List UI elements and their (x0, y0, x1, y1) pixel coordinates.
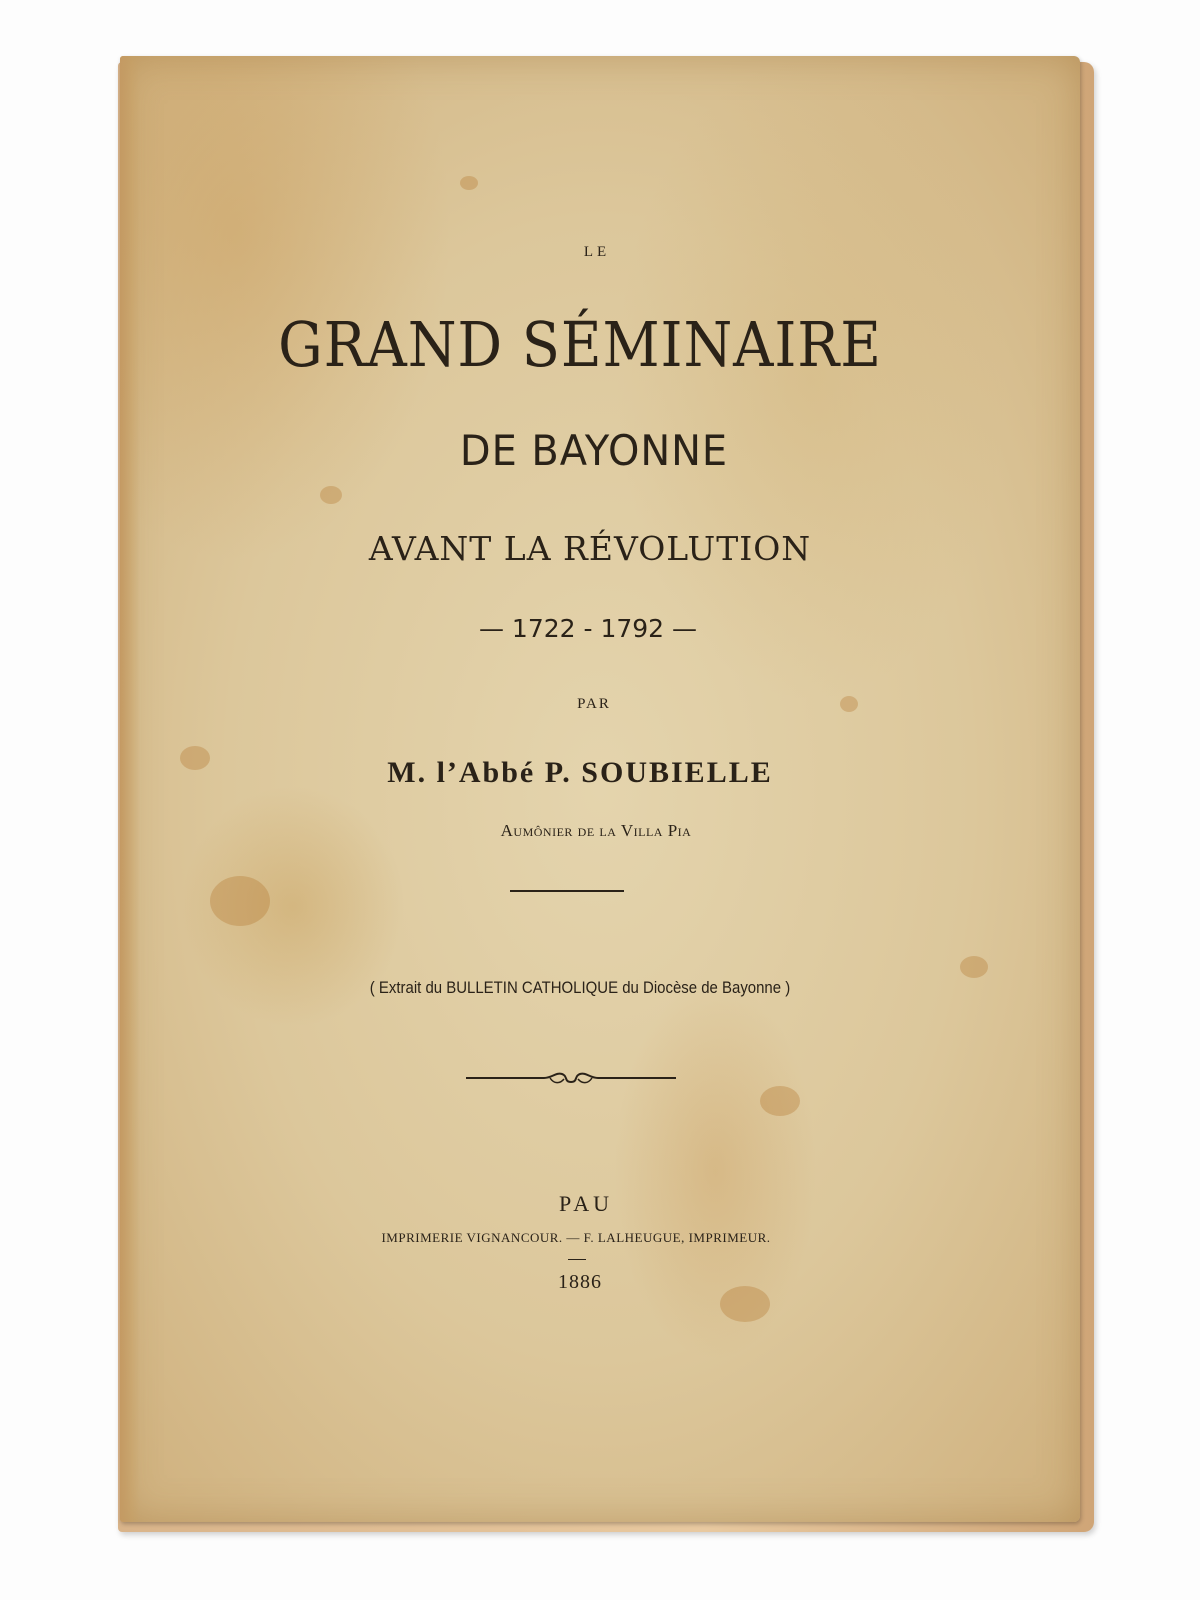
divider-rule (510, 890, 624, 892)
scroll-ornament-icon (464, 1066, 678, 1090)
publication-city: PAU (559, 1191, 613, 1216)
title-article: LE (583, 244, 611, 260)
author-role: Aumônier de la Villa Pia (500, 821, 692, 840)
date-range: — 1722 - 1792 — (478, 614, 698, 643)
book-cover (120, 56, 1080, 1522)
title-third-line: AVANT LA RÉVOLUTION (368, 529, 812, 568)
title-subtitle: DE BAYONNE (459, 426, 729, 475)
extract-note: ( Extrait du BULLETIN CATHOLIQUE du Diocèse de Bayonne ) (369, 978, 791, 997)
by-label: PAR (577, 696, 611, 712)
author-name: M. l’Abbé P. SOUBIELLE (387, 756, 773, 789)
cover-content (120, 56, 1080, 1522)
printer-line: IMPRIMERIE VIGNANCOUR. — F. LALHEUGUE, IMPRIMEUR. (381, 1230, 771, 1245)
title-main: GRAND SÉMINAIRE (278, 308, 882, 381)
small-divider (568, 1259, 586, 1260)
publication-year: 1886 (558, 1271, 602, 1293)
